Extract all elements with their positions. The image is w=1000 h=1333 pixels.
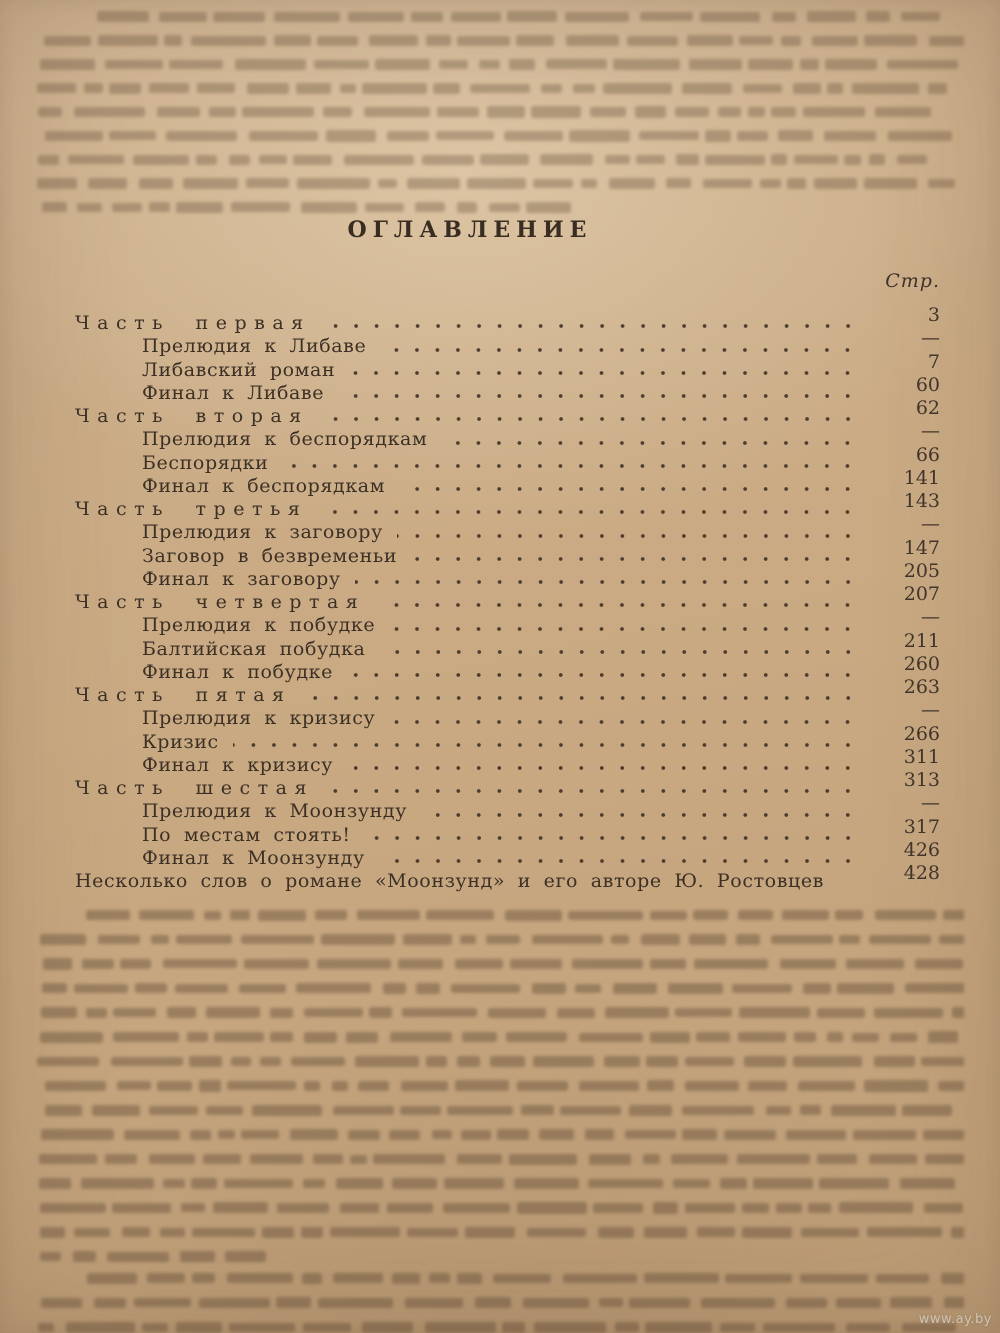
toc-row <box>75 490 940 521</box>
toc-row <box>75 513 940 544</box>
toc-entry-page: 313 <box>903 769 940 791</box>
toc-entry-label: Кризис <box>142 730 219 753</box>
leader-dots <box>441 428 858 451</box>
toc-entry-page: 263 <box>903 676 940 698</box>
toc-entry-page: 211 <box>903 629 940 652</box>
toc-entry-page: 205 <box>903 559 940 582</box>
toc-entry-page: — <box>921 327 940 350</box>
toc-entry-label: Прелюдия к кризису <box>142 707 376 730</box>
toc-entry-page: — <box>921 420 940 443</box>
showthrough-text-bottom-2 <box>36 1266 964 1333</box>
toc-entry-label: Часть первая <box>75 312 311 334</box>
toc-entry-label: Прелюдия к Либаве <box>142 335 367 358</box>
toc-entry-page: 147 <box>903 536 940 559</box>
leader-dots <box>338 382 858 405</box>
leader-dots <box>233 731 858 754</box>
toc-row <box>75 815 940 847</box>
leader-dots <box>347 661 858 684</box>
toc-row <box>75 745 940 777</box>
toc-entry-label: Прелюдия к заговору <box>142 521 383 544</box>
showthrough-text-top <box>36 5 964 219</box>
toc-row <box>75 397 940 428</box>
toc-entry-label: Финал к беспорядкам <box>142 474 386 497</box>
toc-row <box>75 373 940 405</box>
toc-entry-label: Часть вторая <box>75 405 309 427</box>
page-title: ОГЛАВЛЕНИЕ <box>347 217 593 243</box>
toc-row <box>75 327 940 358</box>
leader-dots <box>347 754 858 777</box>
toc-entry-page: 260 <box>903 652 940 675</box>
toc-row <box>75 559 940 591</box>
toc-entry-page: 141 <box>903 466 940 489</box>
toc-entry-label: Финал к Моонзунду <box>142 846 365 869</box>
toc-entry-label: Либавский роман <box>142 358 336 381</box>
toc-entry-page: 60 <box>915 373 940 396</box>
toc-entry-label: Прелюдия к побудке <box>142 614 376 637</box>
toc-entry-label: Часть пятая <box>75 684 292 706</box>
toc-row <box>75 792 940 823</box>
toc-row <box>75 862 940 893</box>
toc-entry-label: Финал к Либаве <box>142 381 325 404</box>
toc-row <box>75 769 940 800</box>
leader-dots <box>282 452 858 475</box>
leader-dots <box>349 359 858 382</box>
showthrough-text-bottom <box>36 903 964 1269</box>
toc-row <box>75 443 940 475</box>
toc-entry-page: — <box>921 513 940 536</box>
toc-row <box>75 676 940 707</box>
watermark: www.ay.by <box>918 1312 992 1327</box>
toc-entry-page: 143 <box>903 490 940 512</box>
leader-dots <box>389 707 858 730</box>
toc-row <box>75 606 940 637</box>
leader-dots <box>380 335 858 358</box>
leader-dots <box>379 591 858 614</box>
toc-row <box>75 304 940 335</box>
leader-dots <box>328 777 858 800</box>
toc-entry-page: 62 <box>915 397 940 419</box>
page-column-header: Стр. <box>885 270 940 292</box>
toc-entry-label: Несколько слов о романе «Моонзунд» и его авторе Ю. Ростовцев <box>75 870 824 892</box>
toc-row <box>75 536 940 568</box>
toc-row <box>75 838 940 870</box>
toc-row <box>75 583 940 614</box>
leader-dots <box>323 405 858 428</box>
toc-entry-page: — <box>921 699 940 722</box>
leader-dots <box>321 498 858 521</box>
leader-dots <box>421 800 858 823</box>
leader-dots <box>389 614 858 637</box>
toc-entry-page: 428 <box>903 862 940 884</box>
leader-dots <box>325 312 858 335</box>
toc-entry-label: Прелюдия к Моонзунду <box>142 800 407 823</box>
toc-entry-label: Прелюдия к беспорядкам <box>142 428 428 451</box>
toc-row <box>75 629 940 661</box>
toc-entry-page: 266 <box>903 722 940 745</box>
leader-dots <box>397 521 858 544</box>
toc-entry-label: Беспорядки <box>142 451 269 474</box>
leader-dots <box>838 870 858 893</box>
toc-row <box>75 652 940 684</box>
toc-entry-label: Часть третья <box>75 498 308 520</box>
toc-row <box>75 722 940 754</box>
toc-entry-label: Финал к побудке <box>142 660 333 683</box>
toc-row <box>75 420 940 451</box>
leader-dots <box>379 847 858 870</box>
toc-entry-page: 317 <box>903 815 940 838</box>
toc-entry-page: 3 <box>927 304 940 326</box>
toc-entry-label: По местам стоять! <box>142 823 351 846</box>
leader-dots <box>399 475 858 498</box>
toc-entry-page: — <box>921 606 940 629</box>
toc-row <box>75 466 940 498</box>
leader-dots <box>365 824 858 847</box>
toc-entry-label: Финал к заговору <box>142 567 341 590</box>
toc-entry-label: Часть шестая <box>75 777 314 799</box>
toc-entry-label: Заговор в безвременьи <box>142 544 398 567</box>
toc-entry-page: — <box>921 792 940 815</box>
table-of-contents <box>75 304 940 893</box>
leader-dots <box>411 545 858 568</box>
toc-row <box>75 699 940 730</box>
toc-entry-label: Финал к кризису <box>142 753 333 776</box>
toc-entry-page: 426 <box>903 838 940 861</box>
toc-entry-page: 207 <box>903 583 940 605</box>
toc-entry-page: 311 <box>903 745 940 768</box>
toc-entry-page: 7 <box>927 350 940 373</box>
toc-entry-label: Балтийская побудка <box>142 637 366 660</box>
toc-entry-page: 66 <box>915 443 940 466</box>
leader-dots <box>355 568 858 591</box>
leader-dots <box>380 638 859 661</box>
leader-dots <box>306 684 858 707</box>
toc-row <box>75 350 940 382</box>
toc-entry-label: Часть четвертая <box>75 591 366 613</box>
